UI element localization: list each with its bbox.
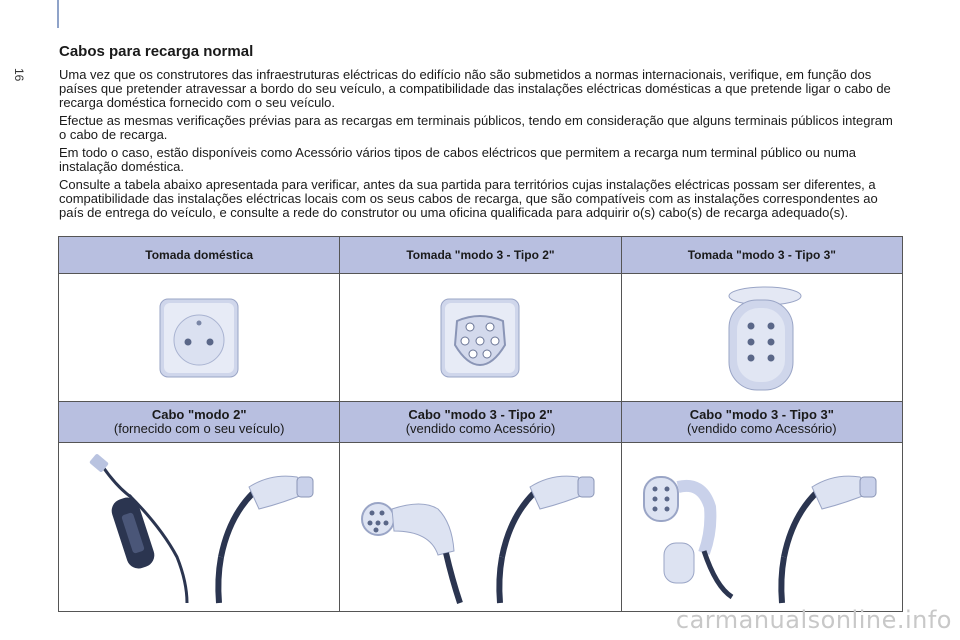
socket-cell <box>340 274 621 402</box>
cable-cell <box>340 443 621 612</box>
cable-name: Cabo "modo 3 - Tipo 2" <box>408 407 553 422</box>
page-accent-bar <box>57 0 59 28</box>
header-domestic-socket: Tomada doméstica <box>59 237 340 274</box>
cable-name: Cabo "modo 2" <box>151 407 247 422</box>
type2-cable-icon <box>342 447 618 607</box>
section-title: Cabos para recarga normal <box>59 43 254 60</box>
cable-note: (fornecido com o seu veículo) <box>113 421 285 436</box>
socket-image-row <box>59 274 903 402</box>
table-header-row <box>59 237 903 274</box>
paragraph: Em todo o caso, estão disponíveis como Acessório vários tipos de cabos eléctricos que permitem a recarga num terminal público ou numa instalação doméstica. <box>59 145 857 174</box>
header-type2-socket: Tomada "modo 3 - Tipo 2" <box>340 237 621 274</box>
mode2-cable-icon <box>61 447 337 607</box>
domestic-socket-icon <box>154 293 244 383</box>
header-type3-socket: Tomada "modo 3 - Tipo 3" <box>621 237 902 274</box>
cable-cell <box>621 443 902 612</box>
type3-socket-icon <box>717 282 807 394</box>
paragraph: Uma vez que os construtores das infraestruturas eléctricas do edifício não são submetidos a normas internacionais, verifique, em função dos países que pretender atravessar a bordo do seu veículo, a compatibilidade das instalações eléctricas domésticas a que pretende ligar o cabo de recarga doméstica fornecido com o seu veículo. <box>59 67 891 110</box>
compatibility-table <box>58 236 903 612</box>
body-text <box>59 68 901 224</box>
cable-name: Cabo "modo 3 - Tipo 3" <box>689 407 834 422</box>
watermark: carmanualsonline.info <box>675 606 952 634</box>
socket-cell <box>621 274 902 402</box>
paragraph: Consulte a tabela abaixo apresentada para verificar, antes da sua partida para territórios cujas instalações eléctricas possam ser diferentes, a compatibilidade das instalações eléctricas locais com os seus cabos de recarga, que são compatíveis com as instalações correspondentes ao país de entrega do veículo, e consulte a rede do construtor ou uma oficina qualificada para adquirir o(s) cabo(s) de recarga adequado(s). <box>59 177 878 220</box>
cable-image-row <box>59 443 903 612</box>
cable-label-type2 <box>340 402 621 443</box>
paragraph: Efectue as mesmas verificações prévias para as recargas em terminais públicos, tendo em consideração que alguns terminais públicos integram o cabo de recarga. <box>59 113 893 142</box>
cable-note: (vendido como Acessório) <box>405 421 556 436</box>
cable-label-mode2 <box>59 402 340 443</box>
page-number: 16 <box>12 68 26 82</box>
cable-label-type3 <box>621 402 902 443</box>
type2-socket-icon <box>435 293 525 383</box>
type3-cable-icon <box>624 447 900 607</box>
socket-cell <box>59 274 340 402</box>
cable-cell <box>59 443 340 612</box>
cable-label-row <box>59 402 903 443</box>
cable-note: (vendido como Acessório) <box>687 421 837 436</box>
